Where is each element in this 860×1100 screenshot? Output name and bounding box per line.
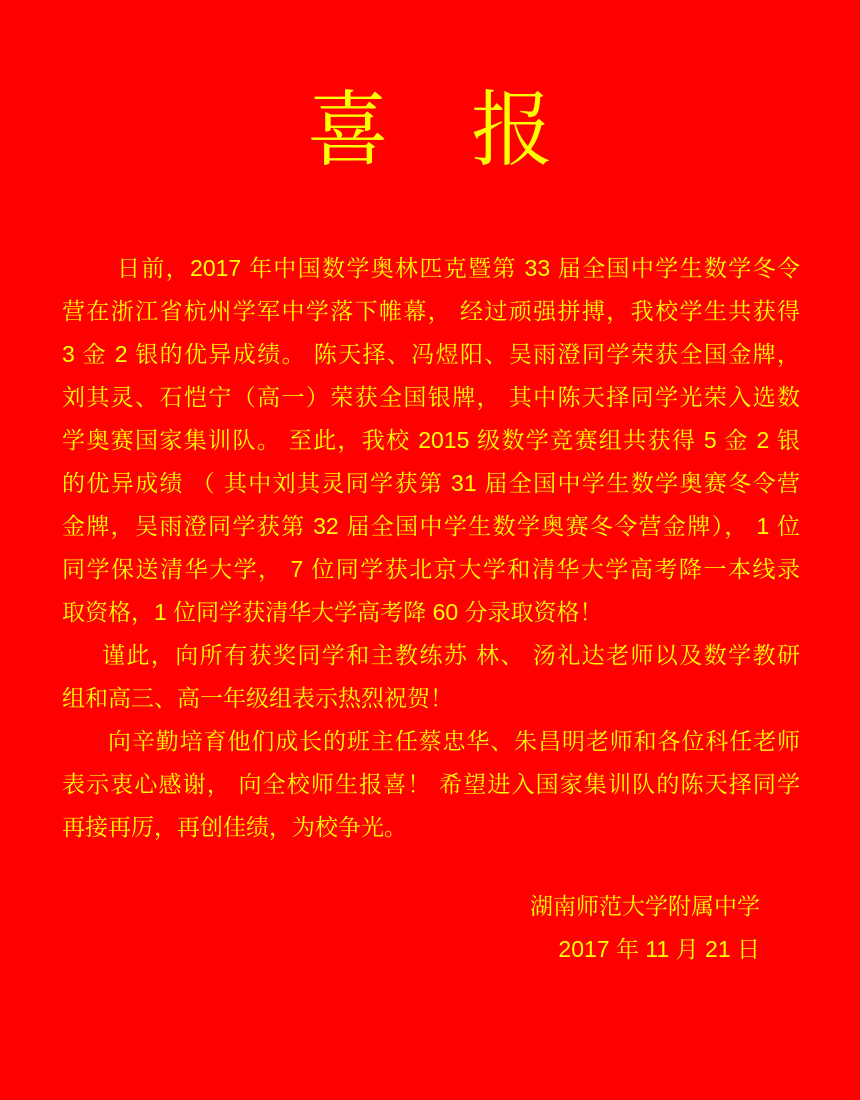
body-line: 金牌，吴雨澄同学获第 32 届全国中学生数学奥赛冬令营金牌）， 1 位 (62, 513, 800, 539)
body-line: 组和高三、高一年级组表示热烈祝贺！ (62, 685, 453, 711)
announcement-body (62, 247, 800, 849)
body-line: 表示衷心感谢， 向全校师生报喜！ 希望进入国家集训队的陈天择同学 (62, 771, 800, 797)
body-line: 刘其灵、石恺宁（高一）荣获全国银牌， 其中陈天择同学光荣入选数 (62, 384, 800, 410)
body-line: 3 金 2 银的优异成绩。 陈天择、冯煜阳、吴雨澄同学荣获全国金牌， (62, 341, 800, 367)
signature-block (530, 885, 760, 971)
body-line: 同学保送清华大学， 7 位同学获北京大学和清华大学高考降一本线录 (62, 556, 800, 582)
paragraph-results (62, 247, 800, 634)
signature-date: 2017 年 11 月 21 日 (558, 936, 760, 962)
body-line: 营在浙江省杭州学军中学落下帷幕， 经过顽强拼搏，我校学生共获得 (62, 298, 800, 324)
body-line: 学奥赛国家集训队。 至此，我校 2015 级数学竞赛组共获得 5 金 2 银 (62, 427, 800, 453)
poster-title: 喜 报 (306, 85, 553, 176)
body-line: 向辛勤培育他们成长的班主任蔡忠华、朱昌明老师和各位科任老师 (108, 728, 800, 754)
body-line: 谨此，向所有获奖同学和主教练苏 林、 汤礼达老师以及数学教研 (102, 642, 800, 668)
signature-school: 湖南师范大学附属中学 (530, 893, 760, 919)
paragraph-congratulations (62, 634, 800, 720)
body-line: 的优异成绩 （ 其中刘其灵同学获第 31 届全国中学生数学奥赛冬令营 (62, 470, 800, 496)
body-line: 再接再厉，再创佳绩，为校争光。 (62, 814, 407, 840)
paragraph-thanks (62, 720, 800, 849)
body-line: 日前，2017 年中国数学奥林匹克暨第 33 届全国中学生数学冬令 (117, 255, 800, 281)
body-line: 取资格，1 位同学获清华大学高考降 60 分录取资格！ (62, 599, 603, 625)
